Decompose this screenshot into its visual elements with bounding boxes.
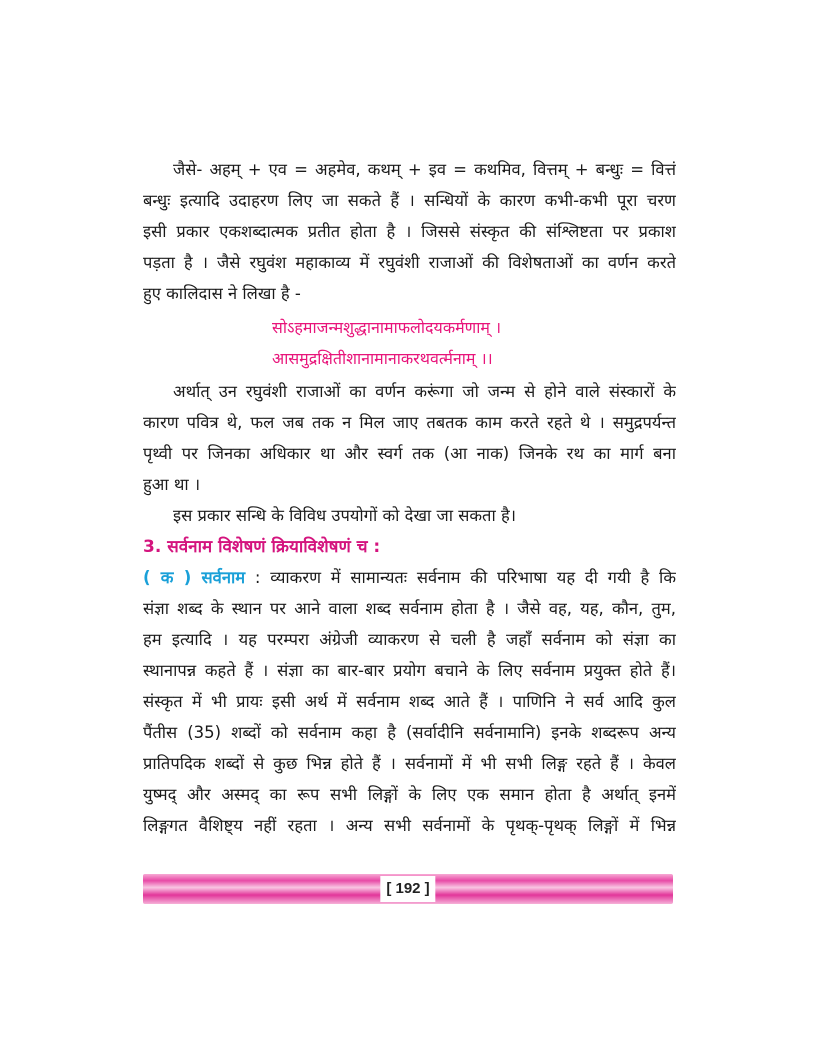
section-line: हम इत्यादि । यह परम्परा अंग्रेजी व्याकरण से चली है जहाँ सर्वनाम को संज्ञा का: [143, 630, 676, 649]
verse-line: सोऽहमाजन्मशुद्धानामाफलोदयकर्मणाम् ।: [272, 318, 502, 337]
section-line-text: : व्याकरण में सामान्यतः सर्वनाम की परिभाषा यह दी गयी है कि: [254, 568, 676, 587]
paragraph-line: इसी प्रकार एकशब्दात्मक प्रतीत होता है । जिससे संस्कृत की संश्लिष्टता पर प्रकाश: [143, 222, 676, 241]
section-line: पैंतीस (35) शब्दों को सर्वनाम कहा है (सर्वादीनि सर्वनामानि) इनके शब्दरूप अन्य: [143, 723, 676, 742]
paragraph-line: अर्थात् उन रघुवंशी राजाओं का वर्णन करूंगा जो जन्म से होने वाले संस्कारों के: [173, 382, 676, 401]
section-line: संस्कृत में भी प्रायः इसी अर्थ में सर्वनाम शब्द आते हैं । पाणिनि ने सर्व आदि कुल: [143, 692, 676, 711]
section-line: लिङ्गगत वैशिष्ट्य नहीं रहता । अन्य सभी सर्वनामों के पृथक्-पृथक् लिङ्गों में भिन्न: [143, 816, 676, 835]
section-heading: 3. सर्वनाम विशेषणं क्रियाविशेषणं च :: [143, 537, 381, 557]
section-line: संज्ञा शब्द के स्थान पर आने वाला शब्द सर्वनाम होता है । जैसे वह, यह, कौन, तुम,: [143, 599, 676, 618]
section-line: प्रातिपदिक शब्दों से कुछ भिन्न होते हैं । सर्वनामों में भी सभी लिङ्ग रहते हैं । केवल: [143, 754, 676, 773]
paragraph-line: हुआ था ।: [143, 475, 201, 494]
section-line: स्थानापन्न कहते हैं । संज्ञा का बार-बार प्रयोग बचाने के लिए सर्वनाम प्रयुक्त होते हैं।: [143, 661, 676, 680]
paragraph-line: कारण पवित्र थे, फल जब तक न मिल जाए तबतक काम करते रहते थे । समुद्रपर्यन्त: [143, 413, 676, 432]
paragraph-line: जैसे- अहम् + एव = अहमेव, कथम् + इव = कथमिव, वित्तम् + बन्धुः = वित्तं: [173, 160, 676, 179]
paragraph-line: हुए कालिदास ने लिखा है -: [143, 284, 301, 303]
page-number: [ 192 ]: [380, 876, 435, 902]
paragraph-line: इस प्रकार सन्धि के विविध उपयोगों को देखा जा सकता है।: [173, 506, 516, 525]
paragraph-line: बन्धुः इत्यादि उदाहरण लिए जा सकते हैं । सन्धियों के कारण कभी-कभी पूरा चरण: [143, 191, 676, 210]
verse-line: आसमुद्रक्षितीशानामानाकरथवर्त्मनाम् ।।: [272, 349, 493, 368]
paragraph-line: पड़ता है । जैसे रघुवंश महाकाव्य में रघुवंशी राजाओं की विशेषताओं का वर्णन करते: [143, 253, 676, 272]
sub-heading: ( क ) सर्वनाम: [143, 568, 246, 587]
section-first-line: [143, 566, 676, 590]
section-line: युष्मद् और अस्मद् का रूप सभी लिङ्गों के लिए एक समान होता है अर्थात् इनमें: [143, 785, 676, 804]
footer-bar: [143, 874, 673, 904]
paragraph-line: पृथ्वी पर जिनका अधिकार था और स्वर्ग तक (आ नाक) जिनके रथ का मार्ग बना: [143, 444, 676, 463]
